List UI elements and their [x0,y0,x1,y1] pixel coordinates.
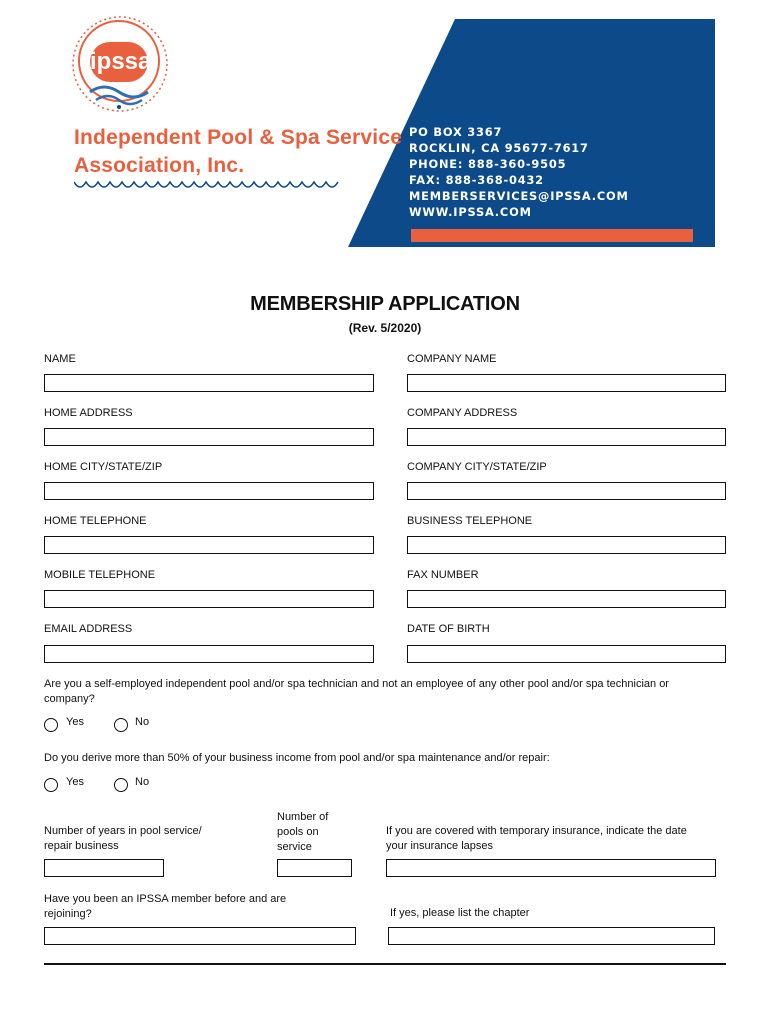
income-no-radio[interactable] [114,778,128,792]
self-employed-no-radio[interactable] [114,718,128,732]
contact-city: ROCKLIN, CA 95677-7617 [409,141,589,155]
income-question: Do you derive more than 50% of your business income from pool and/or spa maintenance and/or repair: [44,752,550,764]
home-telephone-label: HOME TELEPHONE [44,515,147,527]
home-address-label: HOME ADDRESS [44,407,133,419]
rejoining-field[interactable] [44,927,356,945]
home-address-field[interactable] [44,428,374,446]
pools-on-service-label: Number of pools on service [277,811,329,853]
insurance-lapse-field[interactable] [386,859,716,877]
years-in-service-field[interactable] [44,859,164,877]
date-of-birth-field[interactable] [407,645,726,663]
contact-email: MEMBERSERVICES@IPSSA.COM [409,189,629,203]
self-employed-no-label: No [135,716,150,728]
business-telephone-label: BUSINESS TELEPHONE [407,515,533,527]
self-employed-question: Are you a self-employed independent pool and/or spa technician and not an employee of any other pool and/or spa technician or company? [44,678,669,705]
insurance-lapse-label: If you are covered with temporary insurance, indicate the date your insurance lapses [386,825,687,852]
company-city-state-zip-field[interactable] [407,482,726,500]
mobile-telephone-field[interactable] [44,590,374,608]
self-employed-yes-radio[interactable] [44,718,58,732]
contact-info [409,124,629,220]
chapter-field[interactable] [388,927,715,945]
home-telephone-field[interactable] [44,536,374,554]
contact-phone: PHONE: 888-360-9505 [409,157,567,171]
self-employed-yes-label: Yes [66,716,84,728]
home-city-state-zip-field[interactable] [44,482,374,500]
income-yes-radio[interactable] [44,778,58,792]
contact-fax: FAX: 888-368-0432 [409,173,544,187]
company-address-field[interactable] [407,428,726,446]
company-name-label: COMPANY NAME [407,353,497,365]
company-city-state-zip-label: COMPANY CITY/STATE/ZIP [407,461,547,473]
logo-wave-icon [88,80,150,110]
income-no-label: No [135,776,150,788]
email-address-field[interactable] [44,645,374,663]
wave-divider-icon [74,178,344,192]
form-title: MEMBERSHIP APPLICATION [250,293,520,315]
name-label: NAME [44,353,76,365]
bottom-divider [44,963,726,965]
contact-po-box: PO BOX 3367 [409,125,503,139]
organization-name [74,124,402,180]
chapter-label: If yes, please list the chapter [390,907,530,919]
organization-name-line2: Association, Inc. [74,154,245,177]
business-telephone-field[interactable] [407,536,726,554]
email-address-label: EMAIL ADDRESS [44,623,133,635]
home-city-state-zip-label: HOME CITY/STATE/ZIP [44,461,163,473]
contact-website: WWW.IPSSA.COM [409,205,532,219]
income-yes-label: Yes [66,776,84,788]
form-revision: (Rev. 5/2020) [348,321,422,335]
pools-on-service-field[interactable] [277,859,352,877]
ipssa-logo: ipssa [90,42,148,82]
organization-name-line1: Independent Pool & Spa Service [74,126,403,149]
company-address-label: COMPANY ADDRESS [407,407,518,419]
years-in-service-label: Number of years in pool service/ repair business [44,825,202,852]
date-of-birth-label: DATE OF BIRTH [407,623,490,635]
fax-number-field[interactable] [407,590,726,608]
mobile-telephone-label: MOBILE TELEPHONE [44,569,156,581]
rejoining-question: Have you been an IPSSA member before and are rejoining? [44,893,287,920]
fax-number-label: FAX NUMBER [407,569,479,581]
company-name-field[interactable] [407,374,726,392]
name-field[interactable] [44,374,374,392]
orange-accent-bar [411,229,693,242]
